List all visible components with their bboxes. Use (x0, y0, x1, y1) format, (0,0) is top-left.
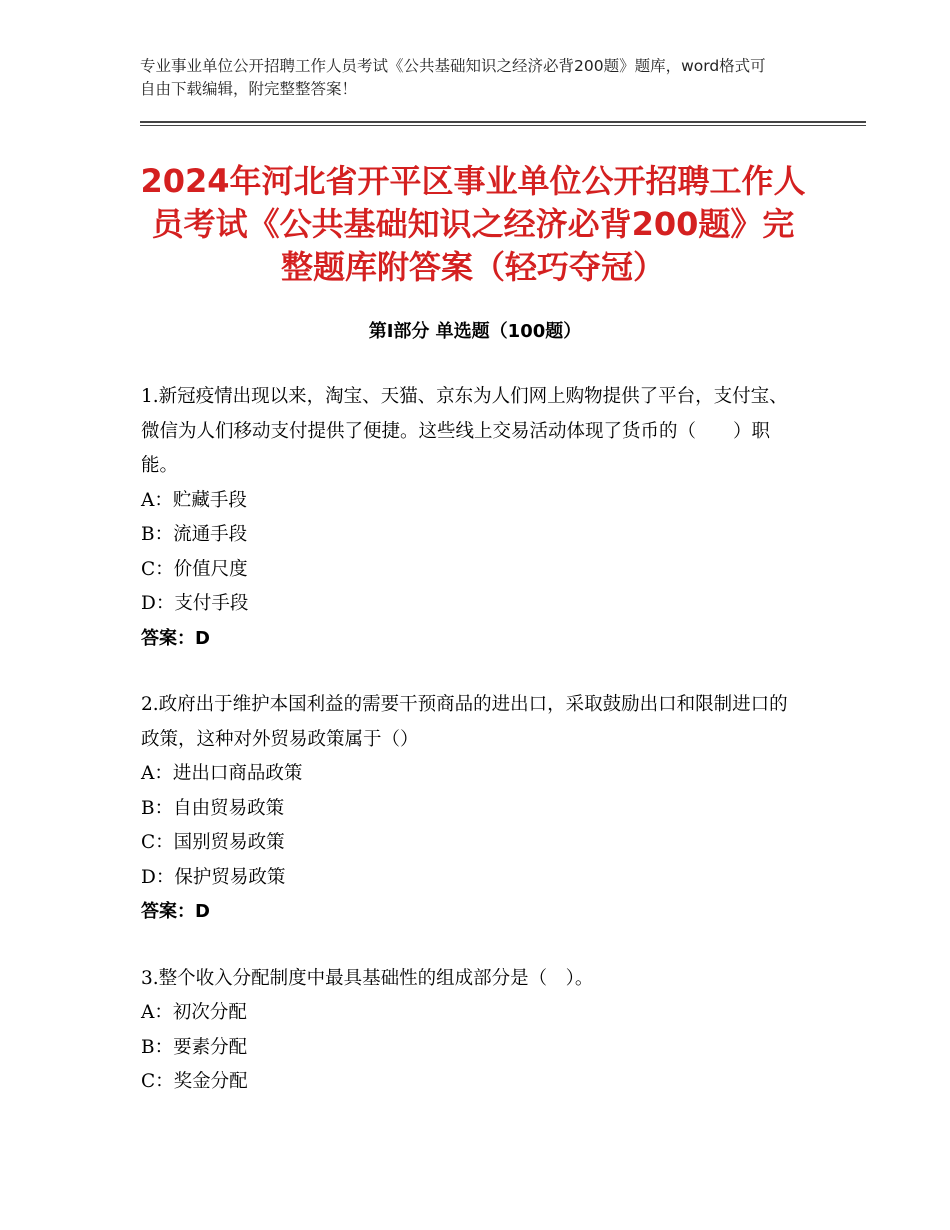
option-d: D：保护贸易政策 (141, 866, 286, 888)
header-rule-thick (140, 121, 866, 123)
question-stem: 1.新冠疫情出现以来，淘宝、天猫、京东为人们网上购物提供了平台，支付宝、微信为人们移动支付提供了便捷。这些线上交易活动体现了货币的（ ）职能。 (141, 386, 788, 476)
option-c: C：价值尺度 (141, 558, 248, 580)
option-a: A：进出口商品政策 (141, 763, 303, 784)
header-rule-thin (140, 125, 866, 126)
answer: 答案：D (141, 901, 210, 922)
question-2 (141, 688, 801, 930)
question-stem: 3.整个收入分配制度中最具基础性的组成部分是（ ）。 (141, 967, 594, 989)
option-d: D：支付手段 (141, 593, 249, 614)
option-b: B：流通手段 (141, 524, 248, 545)
option-c: C：国别贸易政策 (141, 832, 285, 853)
question-list (141, 380, 801, 1100)
section-heading: 第Ⅰ部分 单选题（100题） (368, 321, 582, 342)
option-a: A：贮藏手段 (141, 489, 247, 511)
header-note: 专业事业单位公开招聘工作人员考试《公共基础知识之经济必背200题》题库，word格式可自由下载编辑，附完整整答案！ (140, 57, 766, 98)
option-b: B：要素分配 (141, 1036, 248, 1058)
question-3 (141, 962, 801, 1100)
document-title: 2024年河北省开平区事业单位公开招聘工作人员考试《公共基础知识之经济必背200题》完整题库附答案（轻巧夺冠） (140, 162, 806, 286)
question-1 (141, 380, 801, 656)
option-c: C：奖金分配 (141, 1071, 248, 1092)
option-a: A：初次分配 (141, 1002, 247, 1023)
question-stem: 2.政府出于维护本国利益的需要干预商品的进出口，采取鼓励出口和限制进口的政策，这种对外贸易政策属于（） (141, 694, 788, 750)
answer: 答案：D (141, 627, 210, 649)
option-b: B：自由贸易政策 (141, 797, 285, 819)
